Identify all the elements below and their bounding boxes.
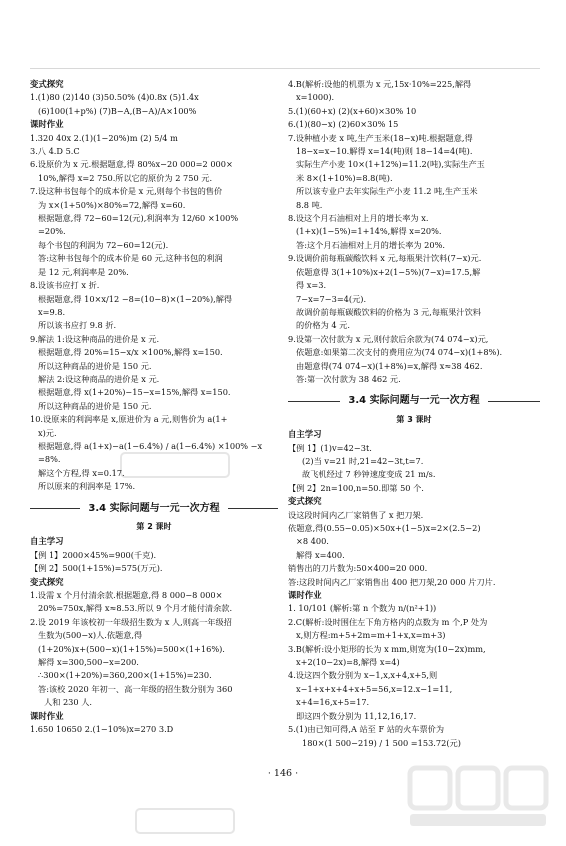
text-line: (6)100(1+p%) (7)B−A,(B−A)/A×100% xyxy=(38,105,197,116)
text-line: 180×(1 500−219) / 1 500 =153.72(元) xyxy=(302,737,461,748)
text-line: 故飞机经过 7 秒钟速度变成 21 m/s. xyxy=(302,469,436,480)
text-line: 8.设这个月石油相对上月的增长率为 x. xyxy=(288,213,429,224)
text-line: 8.设该书应打 x 折. xyxy=(30,280,100,291)
text-line: 是 12 元,利润率是 20%. xyxy=(38,266,129,277)
text-line: 根据题意,得 20%=15−x/x ×100%,解得 x=150. xyxy=(38,347,223,358)
text-line: 依题意:如果第二次支付的费用应为(74 074−x)(1+8%). xyxy=(296,347,503,358)
watermark-logo xyxy=(402,762,552,832)
text-line: 根据题意,得 10×x/12 −8=(10−8)×(1−20%),解得 xyxy=(38,293,233,304)
text-line: 1.650 10650 2.(1−10%)x=270 3.D xyxy=(30,724,174,735)
section-rule xyxy=(488,401,540,402)
text-line: 设这段时间内乙厂家销售了 x 把刀架. xyxy=(288,509,424,520)
text-line: 即这四个数分别为 11,12,16,17. xyxy=(296,710,417,721)
text-line: 答:该校 2020 年初一、高一年级的招生数分别为 360 xyxy=(38,683,233,694)
text-line: x−1+x+x+4+x+5=56,x=12.x−1=11, xyxy=(296,683,453,694)
right-column xyxy=(288,78,540,750)
text-line: 10.设原来的利润率是 x,原进价为 a 元,则售价为 a(1+ xyxy=(30,414,228,425)
text-line: 实际生产小麦 10×(1+12%)=11.2(吨),实际生产玉 xyxy=(296,159,485,170)
text-line: 20%=750x,解得 x≈8.53.所以 9 个月才能付清余款. xyxy=(38,603,233,614)
text-line: 8.8 吨. xyxy=(296,199,323,210)
text-line: 解法 2:设这种商品的进价是 x 元. xyxy=(38,373,160,384)
watermark-stamp xyxy=(120,452,230,478)
section-heading: 课时作业 xyxy=(30,710,64,721)
text-line: x=1000). xyxy=(296,92,335,103)
text-line: 销售出的刀片数为:50×400=20 000. xyxy=(288,563,428,574)
section-heading: 变式探究 xyxy=(288,496,322,507)
watermark-stamp-lower xyxy=(135,808,235,834)
text-line: 为 x×(1+50%)×80%=72,解得 x=60. xyxy=(38,199,186,210)
text-line: x+2(10−2x)=8,解得 x=4) xyxy=(296,657,400,668)
text-line: 答:这个月石油相对上月的增长率为 20%. xyxy=(296,239,445,250)
text-line: 1.(1)80 (2)140 (3)50.50% (4)0.8x (5)1.4x xyxy=(30,92,199,103)
text-line: 解得 x=300,500−x=200. xyxy=(38,657,139,668)
text-line: 答:第一次付款为 38 462 元. xyxy=(296,373,401,384)
section-rule xyxy=(30,508,80,509)
text-line: 2.C(解析:设时围住左下角方格内的点数为 m 个,P 处为 xyxy=(288,616,488,627)
text-line: 所以这种商品的进价是 150 元. xyxy=(38,400,152,411)
text-line: 的价格为 4 元. xyxy=(296,320,350,331)
text-line: 解得 x=400. xyxy=(296,549,345,560)
text-line: 【例 1】(1)v=42−3t. xyxy=(288,442,372,453)
text-line: =8%. xyxy=(38,454,61,465)
section-heading: 变式探究 xyxy=(30,576,64,587)
text-line: 1. 10/101 (解析:第 n 个数为 n/(n²+1)) xyxy=(288,603,437,614)
text-line: 1.设需 x 个月付清余款.根据题意,得 8 000−8 000× xyxy=(30,590,223,601)
text-line: ×8 400. xyxy=(296,536,329,547)
text-line: 6.(1)(80−x) (2)60×30% 15 xyxy=(288,119,399,130)
text-line: 得 x=3. xyxy=(296,280,327,291)
section-rule xyxy=(288,401,340,402)
text-line: 3.B(解析:设小矩形的长为 x mm,则宽为(10−2x)mm, xyxy=(288,643,486,654)
text-line: 18−x=x−10.解得 x=14(吨)则 18−14=4(吨). xyxy=(296,146,473,157)
left-column xyxy=(30,78,278,737)
text-line: =20%. xyxy=(38,226,66,237)
text-line: 5.(1)(60+x) (2)(x+60)×30% 10 xyxy=(288,105,417,116)
section-title-text: 3.4 实际问题与一元一次方程 xyxy=(88,502,220,514)
text-line: 依题意,得(0.55−0.05)×50x+(1−5)x=2×(2.5−2) xyxy=(288,523,481,533)
text-line: x+4=16,x+5=17. xyxy=(296,697,370,708)
lesson-subtitle: 第 3 课时 xyxy=(396,414,432,424)
text-line: 【例 1】2000×45%=900(千克). xyxy=(30,549,157,560)
text-line: 由题意得(74 074−x)(1+8%)=x,解得 x≈38 462. xyxy=(296,360,483,371)
section-heading: 变式探究 xyxy=(30,79,64,89)
text-line: 每个书包的利润为 72−60=12(元). xyxy=(38,239,169,250)
text-line: 9.设调价前每瓶碳酸饮料 x 元,每瓶果汁饮料(7−x)元. xyxy=(288,253,482,264)
text-line: 5.(1)由已知可得,A 站至 F 站的火车票价为 xyxy=(288,724,445,735)
text-line: 1.320 40x 2.(1)(1−20%)m (2) 5/4 m xyxy=(30,132,178,143)
text-line: 2.设 2019 年该校初一年级招生数为 x 人,则高一年级招 xyxy=(30,616,232,627)
section-heading: 课时作业 xyxy=(288,590,322,601)
text-line: 9.解法 1:设这种商品的进价是 x 元. xyxy=(30,333,160,344)
text-line: 4.B(解析:设他的机票为 x 元,15x·10%=225,解得 xyxy=(288,79,472,89)
text-line: (2)当 v=21 时,21=42−3t,t=7. xyxy=(302,455,424,466)
section-heading: 自主学习 xyxy=(30,536,64,547)
text-line: 7.设这种书包每个的成本价是 x 元,则每个书包的售价 xyxy=(30,186,223,197)
section-title xyxy=(288,394,540,407)
section-title xyxy=(30,502,278,515)
text-line: 6.设原价为 x 元.根据题意,得 80%x−20 000=2 000× xyxy=(30,159,233,170)
section-title-text: 3.4 实际问题与一元一次方程 xyxy=(348,395,480,407)
text-line: 生数为(500−x)人.依题意,得 xyxy=(38,630,143,641)
text-line: 故调价前每瓶碳酸饮料的价格为 3 元,每瓶果汁饮料 xyxy=(296,306,481,317)
text-line: 答:这种书包每个的成本价是 60 元,这种书包的利润 xyxy=(38,253,223,264)
section-heading: 自主学习 xyxy=(288,429,322,440)
text-line: 所以该专业户去年实际生产小麦 11.2 吨,生产玉米 xyxy=(296,186,478,197)
text-line: ∴300×(1+20%)=360,200×(1+15%)=230. xyxy=(38,670,212,681)
text-line: 根据题意,得 x(1+20%)−15−x=15%,解得 x=150. xyxy=(38,387,231,398)
text-line: 10%,解得 x=2 750.所以它的原价为 2 750 元. xyxy=(38,172,213,183)
lesson-subtitle: 第 2 课时 xyxy=(136,522,172,531)
text-line: x,则方程:m+5+2m=m+1+x,x=m+3) xyxy=(296,630,446,641)
text-line: 7.设种植小麦 x 吨,生产玉米(18−x)吨.根据题意,得 xyxy=(288,132,473,143)
text-line: 人和 230 人. xyxy=(44,697,92,708)
text-line: (1+x)(1−5%)=1+14%,解得 x=20%. xyxy=(296,226,442,237)
text-line: 依题意得 3(1+10%)x+2(1−5%)(7−x)=17.5,解 xyxy=(296,266,481,277)
top-rule xyxy=(30,68,540,69)
text-line: 根据题意,得 72−60=12(元),利润率为 12/60 ×100% xyxy=(38,213,239,224)
text-line: 所以原来的利润率是 17%. xyxy=(38,481,136,492)
text-line: 3.八 4.D 5.C xyxy=(30,146,80,157)
text-line: 答:这段时间内乙厂家销售出 400 把刀架,20 000 片刀片. xyxy=(288,576,496,587)
text-line: 【例 2】2n=100,n=50.即第 50 个. xyxy=(288,482,424,493)
text-line: 9.设第一次付款为 x 元,则付款后余款为(74 074−x)元, xyxy=(288,333,489,344)
section-heading: 课时作业 xyxy=(30,119,64,130)
text-line: 4.设这四个数分别为 x−1,x,x+4,x+5,则 xyxy=(288,670,438,681)
text-line: x)元. xyxy=(38,427,57,438)
text-line: 米 8×(1+10%)=8.8(吨). xyxy=(296,172,393,183)
text-line: (1+20%)x+(500−x)(1+15%)=500×(1+16%). xyxy=(38,643,225,654)
text-line: x=9.8. xyxy=(38,306,66,317)
text-line: 解这个方程,得 x=0.17. xyxy=(38,467,125,478)
text-line: 所以这种商品的进价是 150 元. xyxy=(38,360,152,371)
text-line: 7−x=7−3=4(元). xyxy=(296,293,367,304)
section-rule xyxy=(228,508,278,509)
text-line: 所以该书应打 9.8 折. xyxy=(38,320,117,331)
page-number: · 146 · xyxy=(267,768,299,779)
text-line: 根据题意,得 a(1+x)−a(1−6.4%) / a(1−6.4%) ×100% −x xyxy=(38,440,263,451)
text-line: 【例 2】500(1+15%)=575(万元). xyxy=(30,563,163,574)
